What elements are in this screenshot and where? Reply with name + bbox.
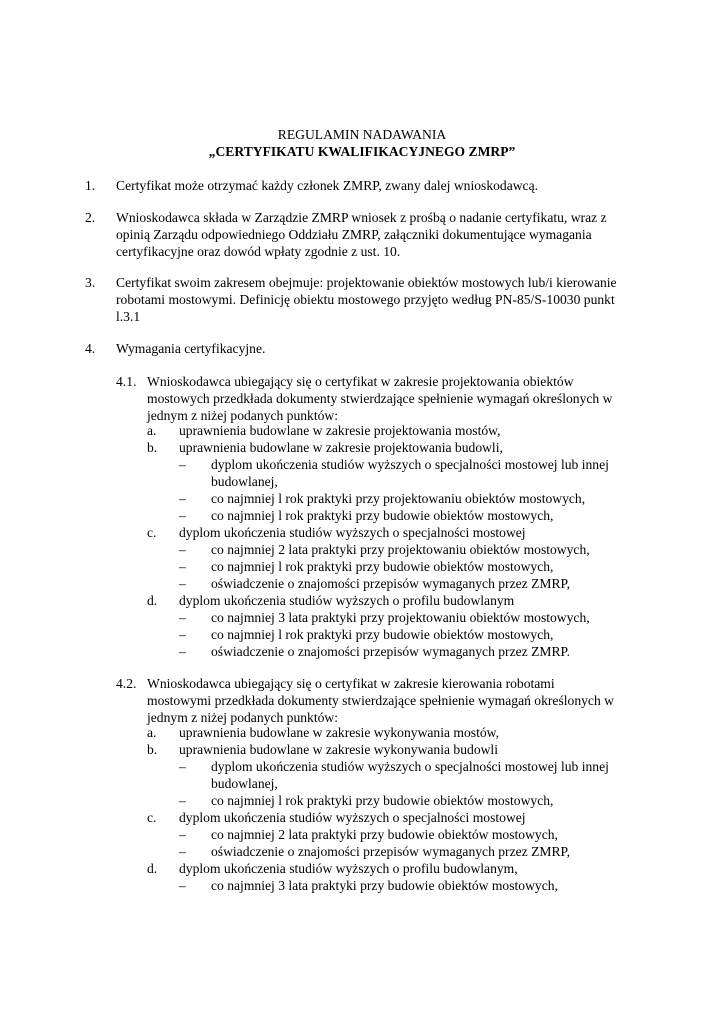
dash-bullet: –: [179, 508, 186, 523]
list-letter: c.: [147, 810, 157, 825]
point-text: Certyfikat może otrzymać każdy członek ZMRP, zwany dalej wnioskodawcą.: [116, 178, 539, 193]
dash-bullet: –: [179, 627, 186, 642]
sub-list-item: co najmniej 3 lata praktyki przy projektowaniu obiektów mostowych,: [211, 610, 590, 625]
sub-list-item: dyplom ukończenia studiów wyższych o specjalności mostowej lub innej budowlanej,: [211, 457, 609, 489]
dash-bullet: –: [179, 793, 186, 808]
section-number: 4.1.: [116, 374, 137, 389]
dash-bullet: –: [179, 542, 186, 557]
point-text: Wymagania certyfikacyjne.: [116, 341, 266, 356]
sub-list-item: dyplom ukończenia studiów wyższych o specjalności mostowej lub innej budowlanej,: [211, 759, 609, 791]
list-item: dyplom ukończenia studiów wyższych o profilu budowlanym,: [179, 861, 518, 876]
sub-list-item: co najmniej l rok praktyki przy budowie obiektów mostowych,: [211, 559, 554, 574]
dash-bullet: –: [179, 491, 186, 506]
list-item: uprawnienia budowlane w zakresie projektowania budowli,: [179, 440, 503, 455]
point-text: Certyfikat swoim zakresem obejmuje: projektowanie obiektów mostowych lub/i kierowanie robotami mostowymi. Definicję obiektu mostowego przyjęto według PN-85/S-10030 punkt l.3.1: [116, 275, 617, 324]
section-number: 4.2.: [116, 676, 137, 691]
sub-list-item: co najmniej l rok praktyki przy budowie obiektów mostowych,: [211, 627, 554, 642]
dash-bullet: –: [179, 644, 186, 659]
dash-bullet: –: [179, 610, 186, 625]
sub-list-item: oświadczenie o znajomości przepisów wymaganych przez ZMRP.: [211, 644, 570, 659]
sub-list-item: co najmniej l rok praktyki przy budowie obiektów mostowych,: [211, 793, 554, 808]
sub-list-item: oświadczenie o znajomości przepisów wymaganych przez ZMRP,: [211, 844, 570, 859]
section-intro: Wnioskodawca ubiegający się o certyfikat w zakresie kierowania robotami mostowymi przedkłada dokumenty stwierdzające spełnienie wymagań określonych w jednym z niżej podanych punktów:: [147, 676, 614, 725]
list-letter: d.: [147, 593, 158, 608]
sub-list-item: co najmniej 2 lata praktyki przy projektowaniu obiektów mostowych,: [211, 542, 590, 557]
dash-bullet: –: [179, 559, 186, 574]
list-letter: b.: [147, 742, 158, 757]
point-text: Wnioskodawca składa w Zarządzie ZMRP wniosek z prośbą o nadanie certyfikatu, wraz z opinią Zarządu odpowiedniego Oddziału ZMRP, załączniki dokumentujące wymagania certyfikacyjne oraz dowód wpłaty zgodnie z ust. 10.: [116, 210, 607, 259]
list-item: dyplom ukończenia studiów wyższych o specjalności mostowej: [179, 525, 526, 540]
sub-list-item: co najmniej 2 lata praktyki przy budowie obiektów mostowych,: [211, 827, 558, 842]
list-item: uprawnienia budowlane w zakresie wykonywania mostów,: [179, 725, 499, 740]
list-item: dyplom ukończenia studiów wyższych o profilu budowlanym: [179, 593, 515, 608]
list-item: uprawnienia budowlane w zakresie projektowania mostów,: [179, 423, 501, 438]
point-number: 3.: [85, 275, 96, 290]
document-title-line1: REGULAMIN NADAWANIA: [277, 127, 447, 142]
dash-bullet: –: [179, 576, 186, 591]
sub-list-item: co najmniej l rok praktyki przy projektowaniu obiektów mostowych,: [211, 491, 586, 506]
list-item: dyplom ukończenia studiów wyższych o specjalności mostowej: [179, 810, 526, 825]
document-title-line2: „CERTYFIKATU KWALIFIKACYJNEGO ZMRP”: [208, 144, 516, 159]
dash-bullet: –: [179, 457, 186, 472]
dash-bullet: –: [179, 844, 186, 859]
sub-list-item: oświadczenie o znajomości przepisów wymaganych przez ZMRP,: [211, 576, 570, 591]
list-letter: c.: [147, 525, 157, 540]
list-letter: a.: [147, 423, 157, 438]
dash-bullet: –: [179, 878, 186, 893]
list-letter: b.: [147, 440, 158, 455]
section-intro: Wnioskodawca ubiegający się o certyfikat w zakresie projektowania obiektów mostowych przedkłada dokumenty stwierdzające spełnienie wymagań określonych w jednym z niżej podanych punktów:: [147, 374, 613, 423]
point-number: 4.: [85, 341, 96, 356]
sub-list-item: co najmniej l rok praktyki przy budowie obiektów mostowych,: [211, 508, 554, 523]
dash-bullet: –: [179, 827, 186, 842]
list-letter: a.: [147, 725, 157, 740]
dash-bullet: –: [179, 759, 186, 774]
point-number: 1.: [85, 178, 96, 193]
sub-list-item: co najmniej 3 lata praktyki przy budowie obiektów mostowych,: [211, 878, 558, 893]
list-item: uprawnienia budowlane w zakresie wykonywania budowli: [179, 742, 498, 757]
list-letter: d.: [147, 861, 158, 876]
point-number: 2.: [85, 210, 96, 225]
